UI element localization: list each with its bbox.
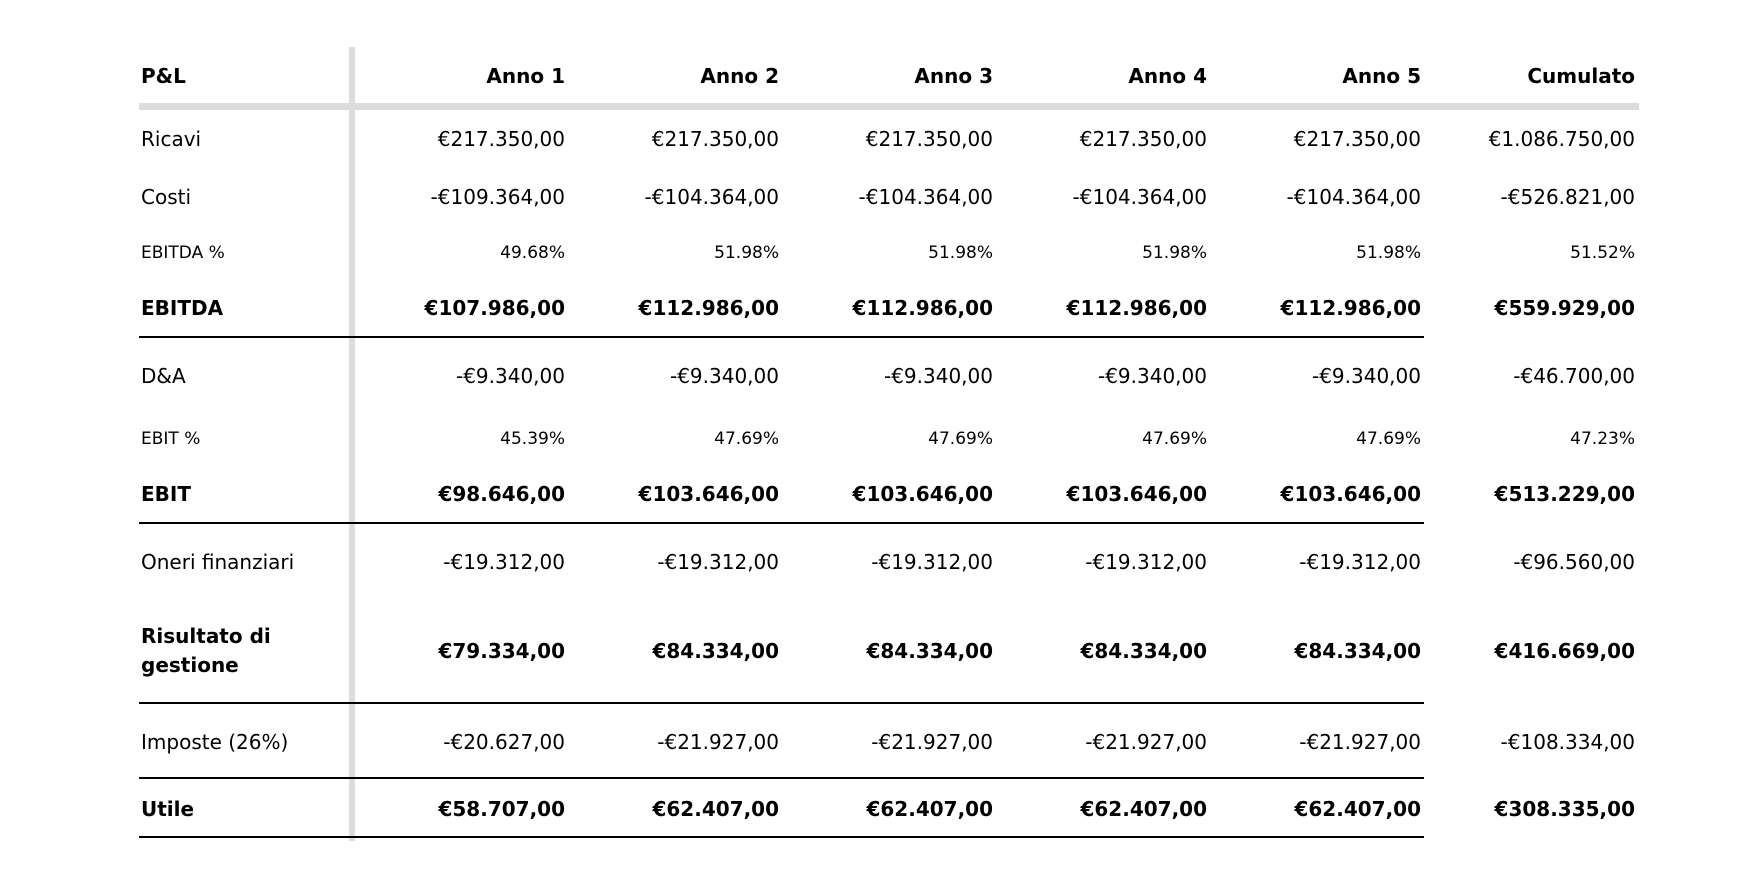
table-cell: €559.929,00 [1494, 296, 1635, 320]
table-cell: -€9.340,00 [883, 364, 993, 388]
table-cell: -€526.821,00 [1500, 185, 1635, 209]
row-label-d-and-a: D&A [141, 364, 186, 388]
subtotal-rule [139, 777, 1424, 779]
table-cell: 47.69% [1356, 429, 1421, 449]
column-header-anno-3: Anno 3 [914, 64, 993, 88]
table-cell: €84.334,00 [652, 639, 779, 663]
table-cell: 49.68% [500, 243, 565, 263]
table-cell: 45.39% [500, 429, 565, 449]
table-cell: -€9.340,00 [669, 364, 779, 388]
table-cell: €217.350,00 [651, 127, 779, 151]
column-header-anno-2: Anno 2 [700, 64, 779, 88]
table-cell: -€21.927,00 [1299, 730, 1421, 754]
table-corner-label: P&L [141, 64, 186, 88]
table-cell: 51.98% [1142, 243, 1207, 263]
table-cell: -€21.927,00 [1085, 730, 1207, 754]
row-label-ebitda: EBITDA [141, 296, 224, 320]
row-label-utile: Utile [141, 797, 195, 821]
table-cell: -€104.364,00 [1072, 185, 1207, 209]
table-cell: 47.69% [714, 429, 779, 449]
table-cell: -€46.700,00 [1513, 364, 1635, 388]
table-cell: €98.646,00 [438, 482, 565, 506]
table-cell: 47.69% [1142, 429, 1207, 449]
table-cell: -€9.340,00 [1097, 364, 1207, 388]
subtotal-rule [139, 836, 1424, 838]
table-cell: 51.52% [1570, 243, 1635, 263]
table-cell: €217.350,00 [1079, 127, 1207, 151]
table-cell: -€19.312,00 [1299, 550, 1421, 574]
label-column-divider [349, 47, 355, 841]
table-cell: €62.407,00 [1080, 797, 1207, 821]
table-cell: -€9.340,00 [455, 364, 565, 388]
table-cell: €84.334,00 [1294, 639, 1421, 663]
table-cell: -€108.334,00 [1500, 730, 1635, 754]
table-cell: €58.707,00 [438, 797, 565, 821]
row-label-ebit-percent: EBIT % [141, 429, 201, 449]
table-cell: -€19.312,00 [1085, 550, 1207, 574]
table-cell: €217.350,00 [865, 127, 993, 151]
subtotal-rule [139, 522, 1424, 524]
table-cell: -€104.364,00 [644, 185, 779, 209]
table-cell: -€19.312,00 [657, 550, 779, 574]
table-cell: €103.646,00 [638, 482, 779, 506]
row-label-risultato-di-gestione: Risultato di gestione [141, 624, 271, 677]
header-underline [139, 103, 1639, 110]
table-cell: -€96.560,00 [1513, 550, 1635, 574]
table-cell: 51.98% [1356, 243, 1421, 263]
table-cell: -€20.627,00 [443, 730, 565, 754]
table-cell: €103.646,00 [1280, 482, 1421, 506]
table-cell: €62.407,00 [866, 797, 993, 821]
table-cell: €217.350,00 [437, 127, 565, 151]
table-cell: 47.69% [928, 429, 993, 449]
table-cell: €62.407,00 [652, 797, 779, 821]
table-cell: €112.986,00 [638, 296, 779, 320]
subtotal-rule [139, 336, 1424, 338]
row-label-ricavi: Ricavi [141, 127, 202, 151]
column-header-cumulato: Cumulato [1527, 64, 1635, 88]
table-cell: €112.986,00 [852, 296, 993, 320]
table-cell: -€21.927,00 [871, 730, 993, 754]
table-cell: -€19.312,00 [443, 550, 565, 574]
table-cell: €103.646,00 [852, 482, 993, 506]
table-cell: €107.986,00 [424, 296, 565, 320]
row-label-imposte: Imposte (26%) [141, 730, 289, 754]
table-cell: €79.334,00 [438, 639, 565, 663]
table-cell: -€21.927,00 [657, 730, 779, 754]
row-label-ebit: EBIT [141, 482, 191, 506]
table-cell: €112.986,00 [1066, 296, 1207, 320]
table-cell: €416.669,00 [1494, 639, 1635, 663]
table-cell: €112.986,00 [1280, 296, 1421, 320]
row-label-ebitda-percent: EBITDA % [141, 243, 225, 263]
table-cell: 47.23% [1570, 429, 1635, 449]
table-cell: €513.229,00 [1494, 482, 1635, 506]
table-cell: €217.350,00 [1293, 127, 1421, 151]
table-cell: -€104.364,00 [858, 185, 993, 209]
table-cell: -€109.364,00 [430, 185, 565, 209]
table-cell: €84.334,00 [1080, 639, 1207, 663]
row-label-costi: Costi [141, 185, 192, 209]
table-cell: €103.646,00 [1066, 482, 1207, 506]
table-cell: €62.407,00 [1294, 797, 1421, 821]
table-cell: €308.335,00 [1494, 797, 1635, 821]
column-header-anno-1: Anno 1 [486, 64, 565, 88]
table-cell: -€9.340,00 [1311, 364, 1421, 388]
subtotal-rule [139, 702, 1424, 704]
column-header-anno-5: Anno 5 [1342, 64, 1421, 88]
table-cell: €84.334,00 [866, 639, 993, 663]
column-header-anno-4: Anno 4 [1128, 64, 1207, 88]
table-cell: -€19.312,00 [871, 550, 993, 574]
table-cell: 51.98% [714, 243, 779, 263]
table-cell: €1.086.750,00 [1488, 127, 1635, 151]
table-cell: -€104.364,00 [1286, 185, 1421, 209]
table-cell: 51.98% [928, 243, 993, 263]
row-label-oneri-finanziari: Oneri finanziari [141, 550, 295, 574]
